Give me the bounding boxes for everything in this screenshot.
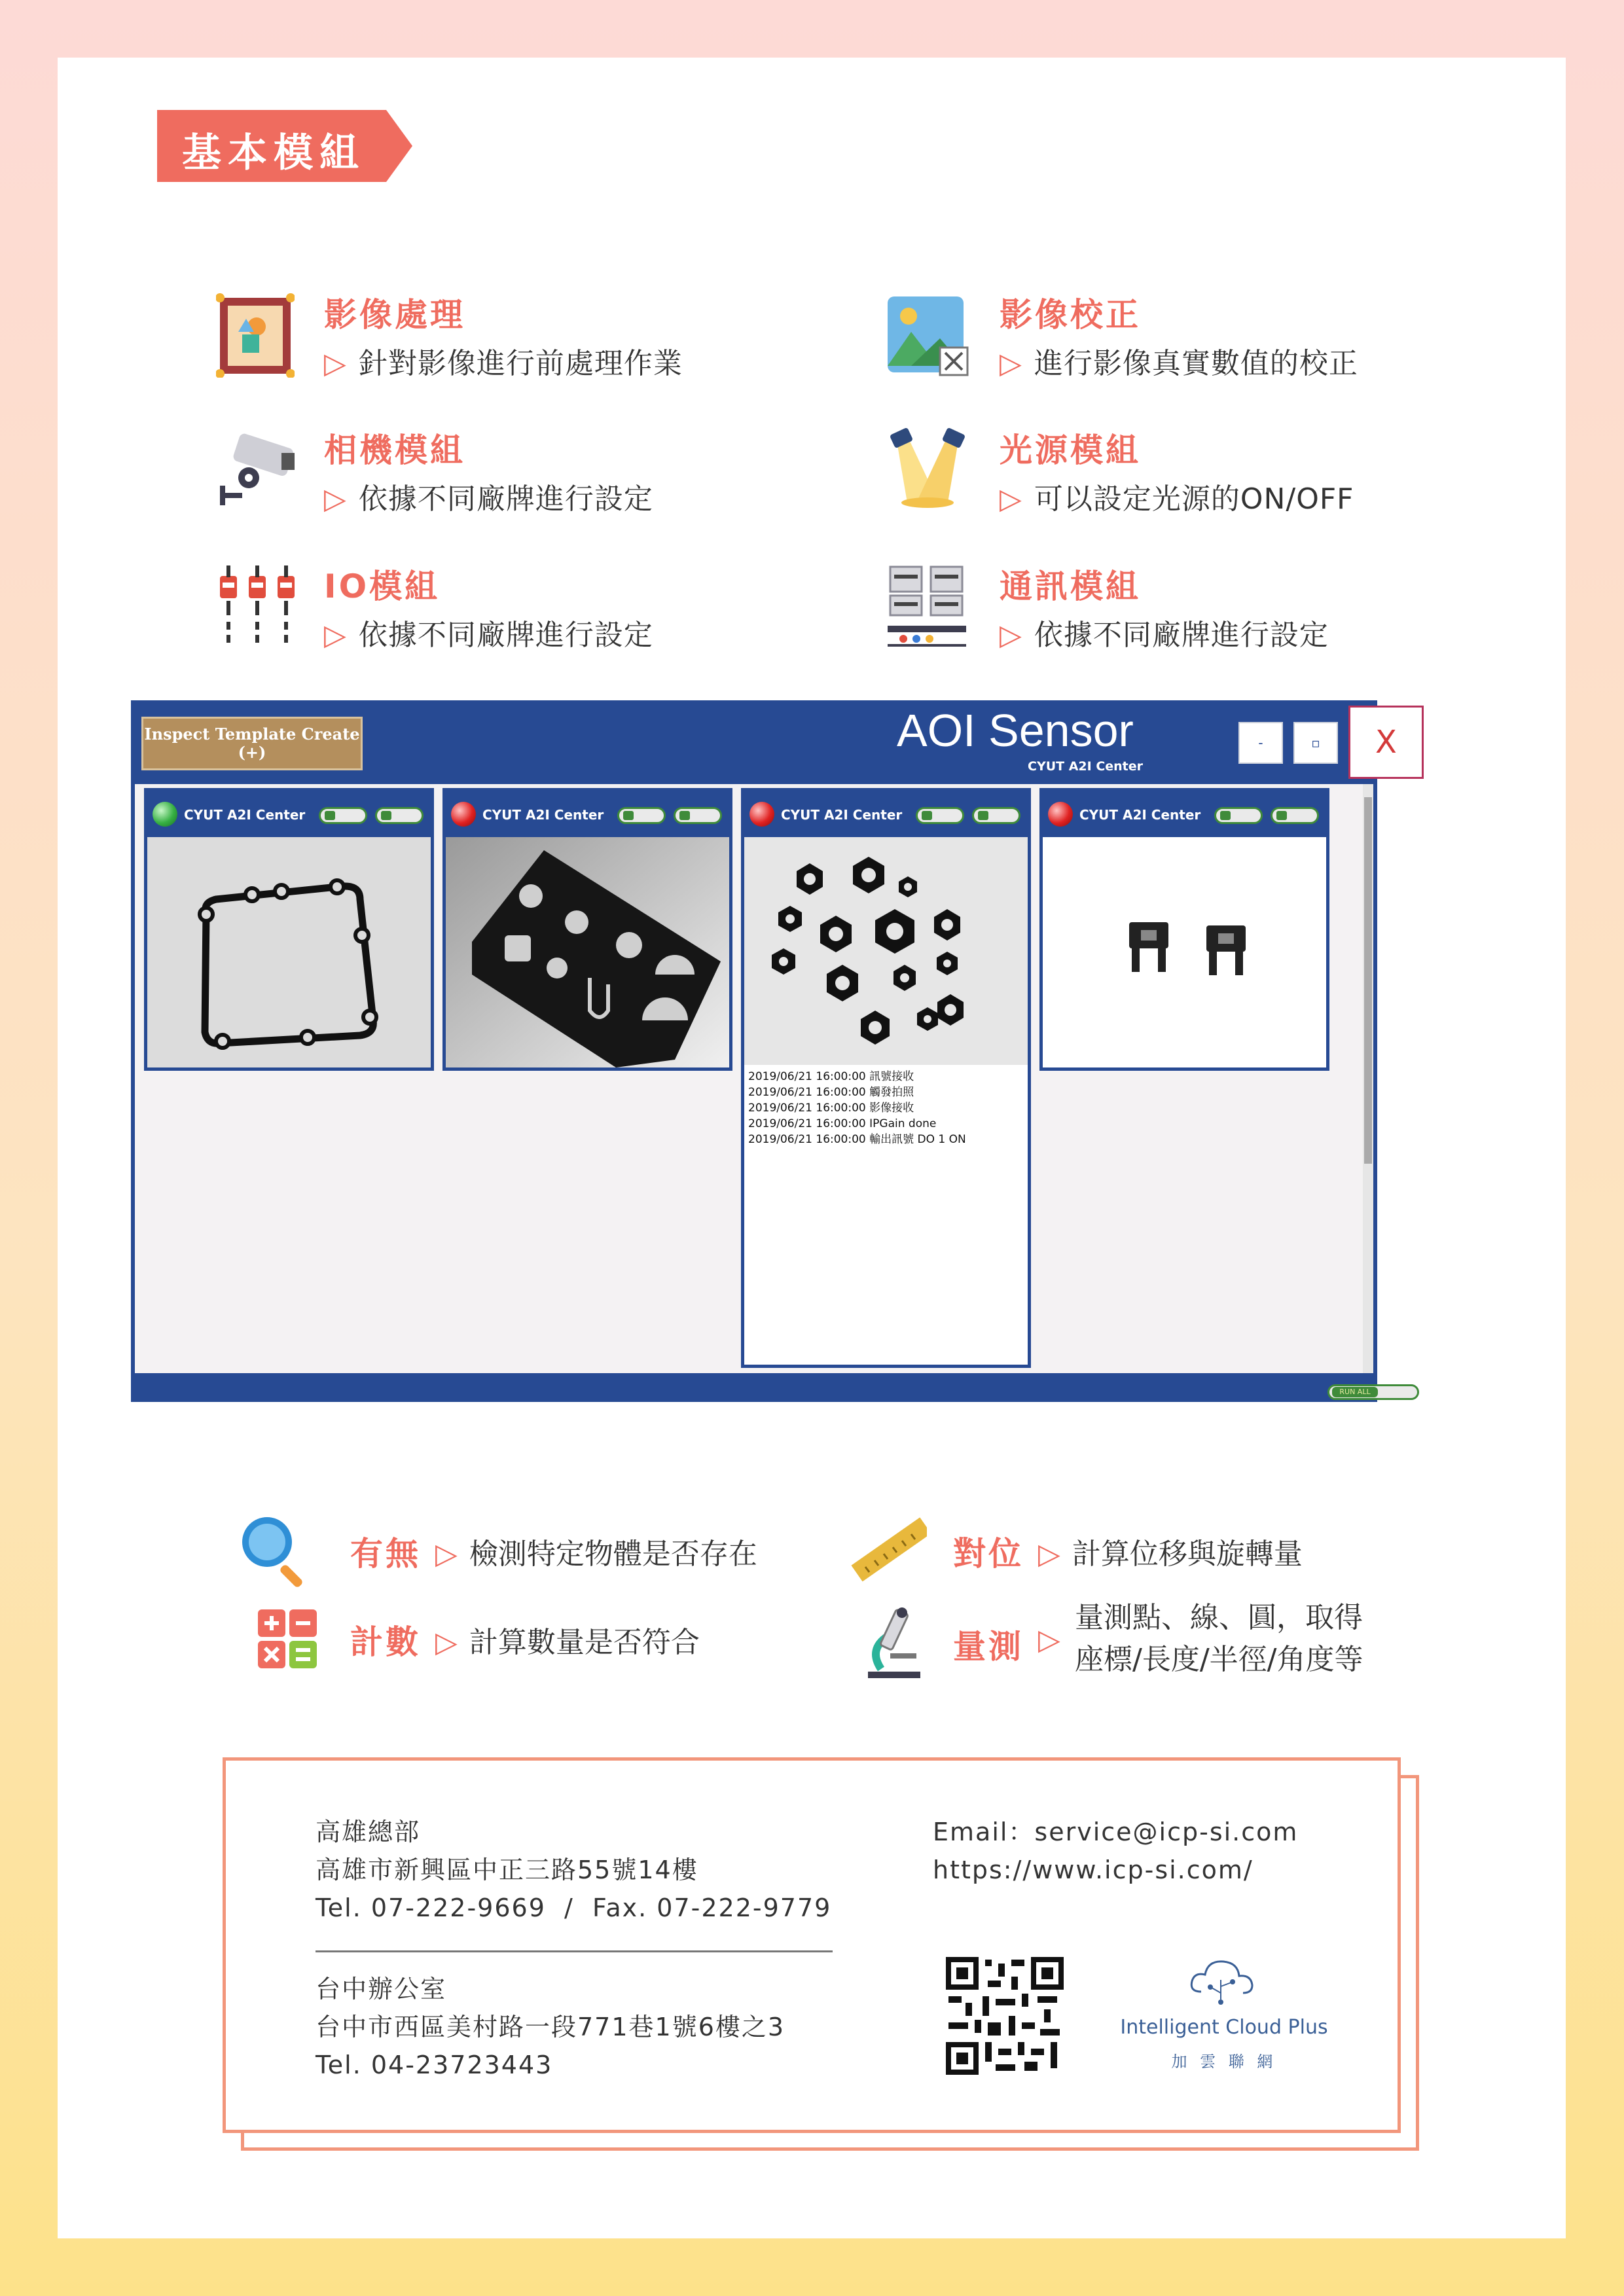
application-title: 有無 bbox=[350, 1535, 421, 1573]
framed-picture-icon bbox=[216, 293, 301, 378]
module-desc: ▷ 進行影像真實數值的校正 bbox=[1000, 347, 1358, 380]
taichung-office-phone: Tel. 04-23723443 bbox=[316, 2051, 553, 2079]
website-link[interactable]: https://www.icp-si.com/ bbox=[933, 1856, 1254, 1884]
application-desc: ▷ 計算數量是否符合 bbox=[435, 1626, 700, 1659]
section-tag bbox=[157, 110, 419, 182]
camera-image-fuses bbox=[1043, 837, 1326, 1067]
hq-name: 高雄總部 bbox=[316, 1818, 421, 1846]
module-desc: ▷ 依據不同廠牌進行設定 bbox=[324, 482, 653, 516]
application-desc: ▷ 檢測特定物體是否存在 bbox=[435, 1537, 757, 1571]
ruler-icon bbox=[848, 1512, 927, 1590]
qr-code-icon[interactable] bbox=[946, 1957, 1064, 2075]
camera-panel-label: CYUT A2I Center bbox=[184, 807, 306, 823]
camera-panel bbox=[144, 788, 434, 1071]
io-connectors-icon bbox=[216, 563, 301, 648]
taichung-office-name: 台中辦公室 bbox=[316, 1975, 447, 2003]
camera-image-plate bbox=[446, 837, 729, 1067]
close-button[interactable]: X bbox=[1348, 706, 1424, 779]
camera-image-nuts bbox=[744, 837, 1028, 1065]
toggle-switch[interactable] bbox=[319, 807, 367, 824]
toggle-switch[interactable] bbox=[375, 807, 424, 824]
module-title: 光源模組 bbox=[1000, 431, 1141, 469]
vertical-scrollbar[interactable] bbox=[1363, 784, 1373, 1373]
maximize-button[interactable]: ▫ bbox=[1293, 722, 1338, 764]
application-item-measurement bbox=[848, 1597, 1405, 1689]
toggle-switch[interactable] bbox=[916, 807, 964, 824]
toggle-switch[interactable] bbox=[972, 807, 1020, 824]
application-title: 量測 bbox=[953, 1628, 1024, 1666]
application-desc: ▷ 計算位移與旋轉量 bbox=[1038, 1537, 1303, 1571]
cloud-logo-icon bbox=[1188, 1954, 1260, 2013]
minimize-button[interactable]: - bbox=[1238, 722, 1283, 764]
brand-name-zh: 加 雲 聯 網 bbox=[1171, 2053, 1277, 2071]
toggle-switch[interactable] bbox=[674, 807, 722, 824]
server-rack-icon bbox=[885, 563, 970, 648]
taichung-office-address: 台中市西區美村路一段771巷1號6樓之3 bbox=[316, 2013, 785, 2041]
toggle-switch[interactable] bbox=[1214, 807, 1263, 824]
camera-panel-label: CYUT A2I Center bbox=[781, 807, 903, 823]
inspect-template-create-button[interactable]: Inspect Template Create (+) bbox=[141, 717, 363, 770]
module-desc: ▷ 針對影像進行前處理作業 bbox=[324, 347, 683, 380]
module-desc: ▷ 依據不同廠牌進行設定 bbox=[324, 619, 653, 652]
module-title: 影像校正 bbox=[1000, 296, 1141, 334]
hq-address: 高雄市新興區中正三路55號14樓 bbox=[316, 1856, 698, 1884]
hq-phone: Tel. 07-222-9669 / Fax. 07-222-9779 bbox=[316, 1893, 832, 1922]
app-title: AOI Sensor bbox=[897, 705, 1134, 756]
application-title: 計數 bbox=[350, 1623, 421, 1661]
divider bbox=[316, 1950, 833, 1952]
module-title: 相機模組 bbox=[324, 431, 465, 469]
module-desc: ▷ 可以設定光源的ON/OFF bbox=[1000, 482, 1354, 516]
app-subtitle: CYUT A2I Center bbox=[1028, 759, 1144, 774]
log-line: 2019/06/21 16:00:00 IPGain done bbox=[748, 1117, 937, 1130]
log-line: 2019/06/21 16:00:00 訊號接收 bbox=[748, 1070, 914, 1083]
run-all-toggle[interactable] bbox=[1327, 1384, 1419, 1400]
log-line: 2019/06/21 16:00:00 輸出訊號 DO 1 ON bbox=[748, 1133, 966, 1146]
application-item-alignment bbox=[848, 1512, 1405, 1597]
event-log bbox=[748, 1069, 1026, 1147]
email-link[interactable]: Email：service@icp-si.com bbox=[933, 1818, 1299, 1846]
module-title: IO模組 bbox=[324, 567, 441, 605]
status-led-icon bbox=[153, 802, 177, 827]
camera-panel-label: CYUT A2I Center bbox=[1079, 807, 1201, 823]
brand-name-en: Intelligent Cloud Plus bbox=[1120, 2016, 1328, 2039]
camera-panels-area bbox=[135, 784, 1373, 1373]
camera-panel bbox=[1039, 788, 1329, 1071]
magnifier-icon bbox=[236, 1512, 314, 1590]
application-desc: 量測點、線、圓，取得 座標/長度/半徑/角度等 bbox=[1075, 1601, 1363, 1676]
toggle-switch[interactable] bbox=[1271, 807, 1319, 824]
toggle-switch[interactable] bbox=[617, 807, 666, 824]
application-title: 對位 bbox=[953, 1535, 1024, 1573]
status-led-icon bbox=[749, 802, 774, 827]
camera-panel-label: CYUT A2I Center bbox=[482, 807, 604, 823]
run-all-label: RUN ALL bbox=[1332, 1387, 1378, 1397]
application-item-presence bbox=[236, 1512, 792, 1597]
section-tag-label: 基本模組 bbox=[182, 130, 365, 176]
security-camera-icon bbox=[216, 427, 301, 512]
microscope-icon bbox=[861, 1604, 927, 1682]
module-title: 通訊模組 bbox=[1000, 567, 1141, 605]
camera-image-gasket bbox=[147, 837, 431, 1067]
application-desc-arrow: ▷ bbox=[1038, 1623, 1060, 1657]
calculator-icon bbox=[255, 1607, 321, 1672]
status-led-icon bbox=[451, 802, 476, 827]
camera-panel bbox=[442, 788, 732, 1071]
contact-box bbox=[223, 1757, 1401, 2133]
camera-panel-with-log bbox=[741, 788, 1031, 1368]
application-item-counting bbox=[236, 1600, 792, 1685]
aoi-sensor-window bbox=[131, 700, 1397, 1402]
module-desc: ▷ 依據不同廠牌進行設定 bbox=[1000, 619, 1329, 652]
spotlights-icon bbox=[885, 427, 970, 512]
log-line: 2019/06/21 16:00:00 影像接收 bbox=[748, 1102, 914, 1115]
image-landscape-icon bbox=[885, 293, 970, 378]
status-led-icon bbox=[1048, 802, 1073, 827]
module-title: 影像處理 bbox=[324, 296, 465, 334]
log-line: 2019/06/21 16:00:00 觸發拍照 bbox=[748, 1086, 914, 1099]
